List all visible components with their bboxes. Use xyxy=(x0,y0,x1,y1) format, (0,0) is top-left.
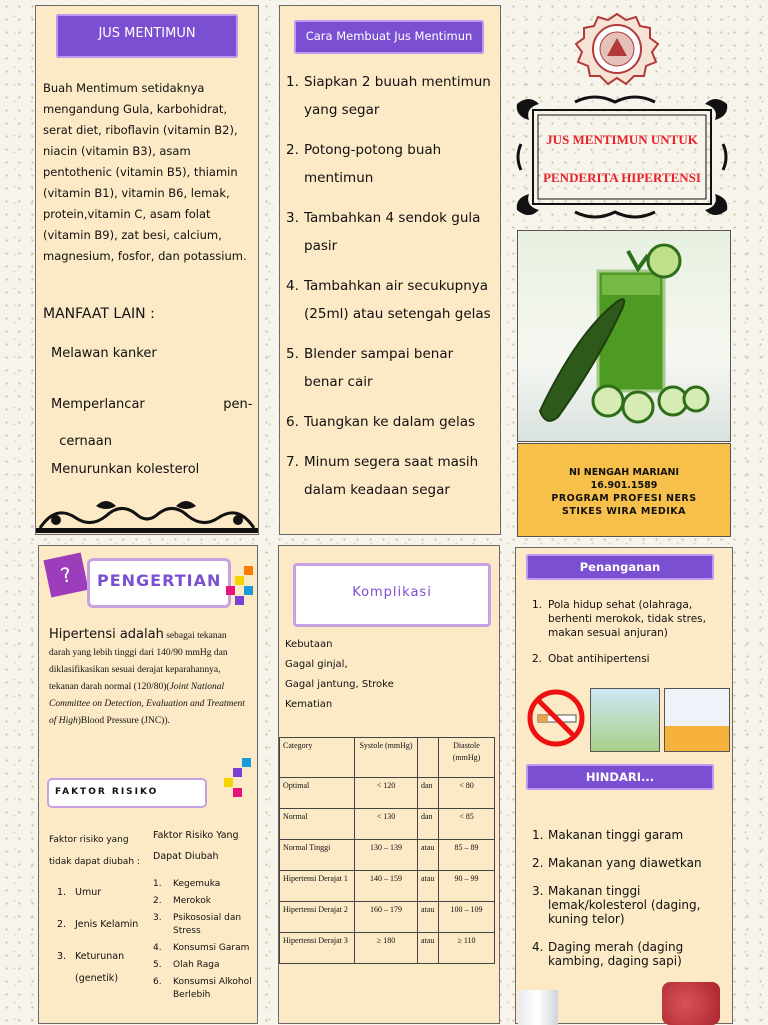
cara-membuat-panel xyxy=(279,5,501,535)
hindari-item: 2. Makanan yang diawetkan xyxy=(532,856,702,870)
school-name: STIKES WIRA MEDIKA xyxy=(562,506,686,517)
changeable-factors-heading: Faktor Risiko Yang Dapat Diubah xyxy=(153,830,239,862)
jus-mentimun-panel xyxy=(35,5,259,535)
cover-title-line1: JUS MENTIMUN UNTUK xyxy=(546,132,698,147)
cara-step: 1. Siapkan 2 buuah mentimun yang segar xyxy=(286,74,491,118)
author-nim: 16.901.1589 xyxy=(590,480,658,491)
author-name: NI NENGAH MARIANI xyxy=(568,467,680,478)
table-row: Optimal < 120 dan < 80 xyxy=(280,778,495,809)
changeable-factors-list xyxy=(153,878,255,1002)
cover-title-line2: PENDERITA HIPERTENSI xyxy=(543,170,701,185)
deco-square xyxy=(242,758,251,767)
pengertian-title: PENGERTIAN xyxy=(97,571,222,590)
changeable-factor: 1. Kegemuka xyxy=(153,879,221,889)
deco-square xyxy=(226,586,235,595)
cover-title-frame xyxy=(515,94,729,220)
jus-intro-text: Buah Mentimum setidaknya mengandung Gula, karbohidrat, serat diet, riboflavin (vitamin B2), niacin (vitamin B3), asam pentothenic (vitamin B5), thiamin (vitamin B1), vitamin B6, lemak, protein,vitamin C, asam folat (vitamin B9), zat besi, calcium, magnesium, fosfor, dan potassium. xyxy=(43,81,247,263)
fixed-factors-heading: Faktor risiko yang tidak dapat diubah : xyxy=(49,835,140,867)
school-logo xyxy=(574,12,660,86)
penanganan-title: Penanganan xyxy=(526,554,714,580)
table-header xyxy=(418,738,439,778)
komplikasi-item: Gagal jantung, Stroke xyxy=(285,679,394,690)
penanganan-item: 1. Pola hidup sehat (olahraga, berhenti merokok, tidak stres, makan sesuai anjuran) xyxy=(532,599,706,639)
bp-classification-table xyxy=(279,737,495,964)
fixed-factor: 3. Keturunan (genetik) xyxy=(57,951,125,984)
fixed-factor: 2. Jenis Kelamin xyxy=(57,919,139,930)
table-header: Category xyxy=(280,738,355,778)
hindari-item: 1. Makanan tinggi garam xyxy=(532,828,684,842)
salt-photo xyxy=(518,990,558,1025)
pengertian-title-box xyxy=(87,558,231,608)
cara-step: 7. Minum segera saat masih dalam keadaan segar xyxy=(286,454,479,498)
deco-square xyxy=(233,768,242,777)
deco-square xyxy=(244,566,253,575)
red-meat-photo xyxy=(662,982,720,1025)
changeable-factor: 5. Olah Raga xyxy=(153,960,220,970)
juice-illustration xyxy=(518,231,730,441)
hindari-item: 3. Makanan tinggi lemak/kolesterol (daging, kuning telor) xyxy=(532,884,701,926)
cara-step: 4. Tambahkan air secukupnya (25ml) atau setengah gelas xyxy=(286,278,491,322)
program-name: PROGRAM PROFESI NERS xyxy=(551,493,697,504)
deco-square xyxy=(244,586,253,595)
penanganan-list xyxy=(532,598,730,666)
manfaat-heading: MANFAAT LAIN : xyxy=(43,306,155,322)
cara-membuat-title: Cara Membuat Jus Mentimun xyxy=(294,20,484,54)
komplikasi-item: Gagal ginjal, xyxy=(285,659,348,670)
deco-square xyxy=(224,778,233,787)
table-row: Normal < 130 dan < 85 xyxy=(280,809,495,840)
question-badge: ? xyxy=(43,552,88,597)
ornament-border-bottom xyxy=(36,494,258,534)
table-header: Systole (mmHg) xyxy=(355,738,418,778)
cara-steps-list xyxy=(286,68,496,504)
manfaat-item: Menurunkan kolesterol xyxy=(51,462,200,477)
cara-step: 2. Potong-potong buah mentimun xyxy=(286,142,442,186)
faktor-risiko-title: FAKTOR RISIKO xyxy=(55,787,159,797)
jus-mentimun-title: JUS MENTIMUN xyxy=(56,14,238,58)
pengertian-panel xyxy=(38,545,258,1024)
deco-square xyxy=(235,576,244,585)
jogging-photo xyxy=(590,688,660,752)
cara-step: 5. Blender sampai benar benar cair xyxy=(286,346,454,390)
table-header: Diastole (mmHg) xyxy=(439,738,495,778)
hindari-item: 4. Daging merah (daging kambing, daging sapi) xyxy=(532,940,684,968)
medicine-photo xyxy=(664,688,730,752)
komplikasi-item: Kebutaan xyxy=(285,639,333,650)
penanganan-panel xyxy=(515,547,733,1024)
komplikasi-list xyxy=(285,635,394,715)
hipertensi-definition: Hipertensi adalah sebagai tekanan darah yang lebih tinggi dari 140/90 mmHg dan diklasifikasikan sesuai derajat keparahannya, tekanan darah normal (120/80)(Joint National Committee on Detection, Evaluation and Treatment of High)Blood Pressure (JNC)). xyxy=(49,627,245,726)
manfaat-item: Melawan kanker xyxy=(51,346,157,361)
table-row: Hipertensi Derajat 2 160 – 179 atau 100 – 109 xyxy=(280,902,495,933)
hipertensi-term: Hipertensi adalah xyxy=(49,627,164,642)
hindari-list xyxy=(532,828,730,968)
penanganan-item: 2. Obat antihipertensi xyxy=(532,653,650,665)
komplikasi-title-box xyxy=(293,563,491,627)
komplikasi-item: Kematian xyxy=(285,699,333,710)
no-smoking-icon xyxy=(526,688,586,748)
fixed-factor: 1. Umur xyxy=(57,887,102,898)
deco-square xyxy=(235,596,244,605)
table-header-row xyxy=(280,738,495,778)
table-row: Hipertensi Derajat 1 140 – 159 atau 90 – 99 xyxy=(280,871,495,902)
fixed-factors-list xyxy=(57,882,147,990)
changeable-factor: 2. Merokok xyxy=(153,896,211,906)
changeable-factor: 6. Konsumsi Alkohol Berlebih xyxy=(153,977,252,1000)
changeable-factor: 4. Konsumsi Garam xyxy=(153,943,250,953)
cara-step: 6. Tuangkan ke dalam gelas xyxy=(286,414,476,430)
author-box xyxy=(517,443,731,537)
deco-square xyxy=(233,788,242,797)
changeable-factor: 3. Psikososial dan Stress xyxy=(153,913,242,936)
cara-step: 3. Tambahkan 4 sendok gula pasir xyxy=(286,210,481,254)
table-row: Normal Tinggi 130 – 139 atau 85 – 89 xyxy=(280,840,495,871)
faktor-risiko-box xyxy=(47,778,207,808)
komplikasi-title: Komplikasi xyxy=(352,585,432,600)
table-row: Hipertensi Derajat 3 ≥ 180 atau ≥ 110 xyxy=(280,933,495,964)
komplikasi-panel xyxy=(278,545,500,1024)
cucumber-juice-photo xyxy=(517,230,731,442)
manfaat-item: Memperlancar pen- cernaan xyxy=(51,397,253,449)
ornate-frame xyxy=(515,94,729,220)
hindari-title: HINDARI... xyxy=(526,764,714,790)
